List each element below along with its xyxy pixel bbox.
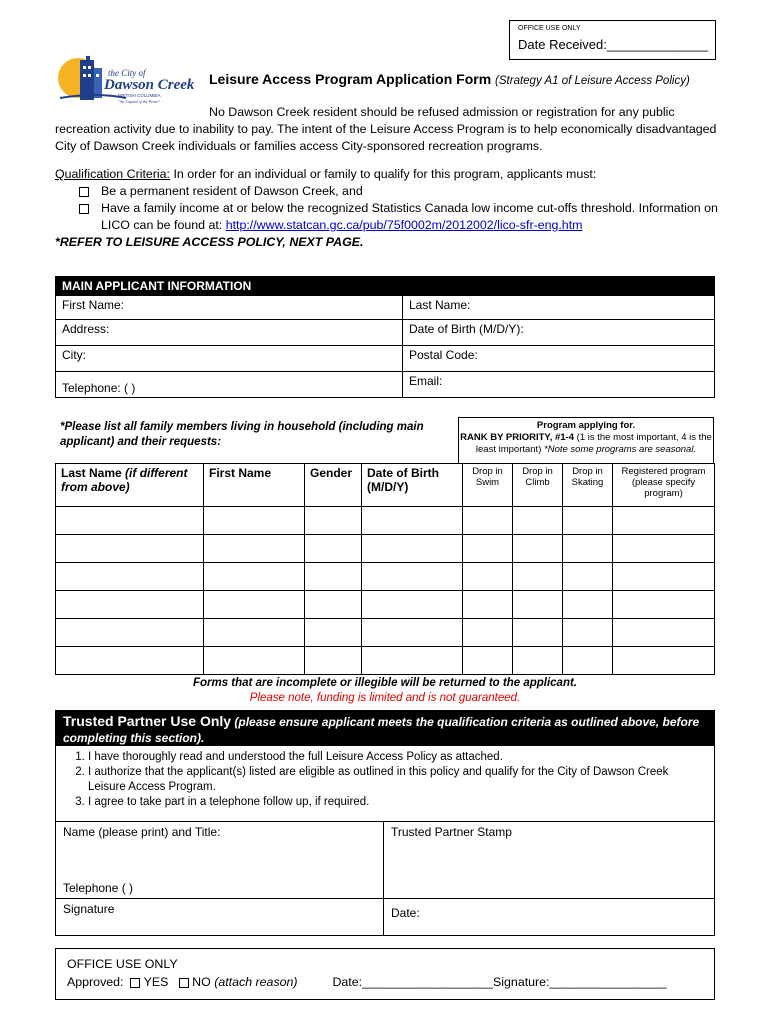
table-row bbox=[56, 591, 715, 619]
office-use-top-box bbox=[509, 20, 716, 60]
col-last-name-note: (if different from above) bbox=[61, 466, 188, 494]
form-title bbox=[209, 71, 690, 87]
cell[interactable] bbox=[463, 619, 513, 647]
main-applicant-table bbox=[55, 276, 715, 398]
name-title-label: Name (please print) and Title: bbox=[63, 825, 221, 839]
cell[interactable] bbox=[56, 535, 204, 563]
resident-checkbox[interactable] bbox=[79, 187, 89, 197]
qualification-text: In order for an individual or family to qualify for this program, applicants must: bbox=[170, 167, 597, 181]
office-date-field[interactable]: Date:___________________ bbox=[332, 975, 494, 989]
cell[interactable] bbox=[56, 563, 204, 591]
svg-text:the City of: the City of bbox=[108, 68, 146, 78]
qualification-heading: Qualification Criteria: bbox=[55, 167, 171, 181]
criteria-item-resident bbox=[79, 183, 725, 200]
office-signature-field[interactable]: Signature:________ bbox=[493, 975, 605, 989]
table-row bbox=[56, 535, 715, 563]
rank-priority-label: RANK BY PRIORITY, #1-4 bbox=[460, 432, 575, 443]
partner-date-field[interactable]: Date: bbox=[384, 899, 715, 936]
cell[interactable] bbox=[563, 563, 613, 591]
cell[interactable] bbox=[513, 563, 563, 591]
office-use-label: OFFICE USE ONLY bbox=[518, 25, 581, 32]
email-field[interactable]: Email: bbox=[403, 372, 715, 398]
table-row bbox=[56, 647, 715, 675]
col-drop-in-climb: Drop in Climb bbox=[513, 464, 563, 507]
col-dob: Date of Birth (M/D/Y) bbox=[362, 464, 463, 507]
no-reason-note: (attach reason) bbox=[214, 975, 298, 989]
criteria-item-1-text: Be a permanent resident of Dawson Creek, and bbox=[101, 184, 363, 198]
seasonal-note: *Note some programs are seasonal. bbox=[544, 444, 697, 455]
yes-checkbox[interactable] bbox=[130, 978, 140, 988]
cell[interactable] bbox=[613, 563, 715, 591]
declaration-item: 1. I have thoroughly read and understood the full Leisure Access Policy as attached. bbox=[88, 750, 706, 765]
first-name-field[interactable]: First Name: bbox=[56, 296, 403, 320]
program-title: Program applying for. bbox=[536, 420, 636, 431]
dawson-creek-logo-icon bbox=[56, 54, 206, 106]
cell[interactable] bbox=[305, 563, 362, 591]
cell[interactable] bbox=[563, 647, 613, 675]
approved-label: Approved: bbox=[67, 975, 124, 989]
address-field[interactable]: Address: bbox=[56, 320, 403, 346]
form-title-text: Leisure Access Program Application Form bbox=[209, 71, 492, 87]
no-label: NO bbox=[192, 975, 211, 989]
family-members-note: *Please list all family members living in household (including main applicant) and their requests: bbox=[60, 421, 424, 448]
partner-stamp-area[interactable]: Trusted Partner Stamp bbox=[384, 822, 715, 899]
cell[interactable] bbox=[305, 507, 362, 535]
cell[interactable] bbox=[463, 507, 513, 535]
signature-field[interactable]: Signature bbox=[56, 899, 384, 936]
cell[interactable] bbox=[56, 619, 204, 647]
cell[interactable] bbox=[204, 619, 305, 647]
income-checkbox[interactable] bbox=[79, 204, 89, 214]
cell[interactable] bbox=[204, 563, 305, 591]
family-header-row bbox=[56, 464, 715, 507]
cell[interactable] bbox=[362, 563, 463, 591]
yes-label: YES bbox=[143, 975, 169, 989]
office-signature-tail: _________ bbox=[604, 975, 667, 989]
cell[interactable] bbox=[563, 535, 613, 563]
cell[interactable] bbox=[613, 507, 715, 535]
form-subtitle: (Strategy A1 of Leisure Access Policy) bbox=[495, 75, 690, 87]
col-gender: Gender bbox=[305, 464, 362, 507]
date-received-field[interactable]: Date Received:______________ bbox=[518, 37, 709, 52]
cell[interactable] bbox=[513, 647, 563, 675]
cell[interactable] bbox=[613, 647, 715, 675]
intro-paragraph bbox=[55, 104, 725, 155]
city-field[interactable]: City: bbox=[56, 346, 403, 372]
cell[interactable] bbox=[204, 507, 305, 535]
cell[interactable] bbox=[613, 591, 715, 619]
trusted-partner-subtitle: (please ensure applicant meets the qualification criteria as outlined above, before completing this section). bbox=[63, 715, 700, 745]
lico-link[interactable]: http://www.statcan.gc.ca/pub/75f0002m/2012002/lico-sfr-eng.htm bbox=[225, 218, 583, 232]
cell[interactable] bbox=[362, 591, 463, 619]
family-members-table bbox=[55, 463, 715, 675]
table-row bbox=[56, 507, 715, 535]
partner-telephone-field[interactable]: Telephone ( ) bbox=[63, 881, 134, 895]
intro-rest: recreation activity due to inability to pay. The intent of the Leisure Access Program is to help economically disadvantaged City of Dawson Creek individuals or families access City-sponsored recreation programs. bbox=[55, 122, 717, 153]
col-drop-in-swim: Drop in Swim bbox=[463, 464, 513, 507]
city-logo bbox=[56, 54, 206, 106]
cell[interactable] bbox=[204, 591, 305, 619]
cell[interactable] bbox=[56, 591, 204, 619]
col-last-name bbox=[56, 464, 204, 507]
qualification-section bbox=[55, 166, 725, 251]
cell[interactable] bbox=[305, 647, 362, 675]
criteria-item-income bbox=[79, 200, 725, 234]
col-last-name-label: Last Name bbox=[61, 466, 122, 480]
cell[interactable] bbox=[56, 647, 204, 675]
cell[interactable] bbox=[513, 535, 563, 563]
incomplete-warning: Forms that are incomplete or illegible will be returned to the applicant. bbox=[192, 677, 578, 689]
telephone-field[interactable]: Telephone: ( ) bbox=[56, 372, 403, 398]
cell[interactable] bbox=[305, 591, 362, 619]
approval-row bbox=[67, 973, 703, 991]
cell[interactable] bbox=[463, 647, 513, 675]
trusted-partner-title: Trusted Partner Use Only bbox=[63, 713, 232, 729]
svg-text:Dawson Creek: Dawson Creek bbox=[104, 77, 195, 93]
cell[interactable] bbox=[463, 563, 513, 591]
no-checkbox[interactable] bbox=[179, 978, 189, 988]
cell[interactable] bbox=[613, 619, 715, 647]
declaration-item: 3. I agree to take part in a telephone follow up, if required. bbox=[88, 795, 706, 810]
cell[interactable] bbox=[204, 647, 305, 675]
refer-policy-note: *REFER TO LEISURE ACCESS POLICY, NEXT PAGE. bbox=[55, 235, 364, 249]
cell[interactable] bbox=[362, 535, 463, 563]
cell[interactable] bbox=[56, 507, 204, 535]
postal-code-field[interactable]: Postal Code: bbox=[403, 346, 715, 372]
cell[interactable] bbox=[613, 535, 715, 563]
funding-warning: Please note, funding is limited and is not guaranteed. bbox=[249, 692, 521, 704]
cell[interactable] bbox=[204, 535, 305, 563]
trusted-partner-table bbox=[55, 821, 715, 936]
dob-field[interactable]: Date of Birth (M/D/Y): bbox=[403, 320, 715, 346]
name-title-field[interactable] bbox=[56, 822, 384, 899]
svg-text:BRITISH COLUMBIA: BRITISH COLUMBIA bbox=[118, 93, 161, 98]
col-registered-program: Registered program (please specify program) bbox=[613, 464, 715, 507]
table-row bbox=[56, 619, 715, 647]
cell[interactable] bbox=[563, 507, 613, 535]
cell[interactable] bbox=[513, 591, 563, 619]
program-priority-box bbox=[458, 417, 714, 463]
cell[interactable] bbox=[563, 619, 613, 647]
last-name-field[interactable]: Last Name: bbox=[403, 296, 715, 320]
svg-text:"the Capital of the Peace": "the Capital of the Peace" bbox=[118, 99, 161, 104]
table-row bbox=[56, 563, 715, 591]
cell[interactable] bbox=[362, 507, 463, 535]
main-applicant-heading: MAIN APPLICANT INFORMATION bbox=[56, 277, 715, 296]
office-use-bottom-label: OFFICE USE ONLY bbox=[67, 957, 178, 971]
trusted-partner-declarations bbox=[55, 746, 715, 822]
office-use-bottom-box bbox=[55, 948, 715, 1000]
cell[interactable] bbox=[563, 591, 613, 619]
cell[interactable] bbox=[305, 619, 362, 647]
col-drop-in-skating: Drop in Skating bbox=[563, 464, 613, 507]
cell[interactable] bbox=[305, 535, 362, 563]
rank-text: (1 is the most important, 4 is the least important) bbox=[475, 432, 712, 455]
cell[interactable] bbox=[362, 647, 463, 675]
cell[interactable] bbox=[463, 591, 513, 619]
declaration-item: 2. I authorize that the applicant(s) listed are eligible as outlined in this policy and qualify for the City of Dawson Creek Leisure Access Program. bbox=[88, 765, 706, 795]
col-first-name: First Name bbox=[204, 464, 305, 507]
cell[interactable] bbox=[513, 507, 563, 535]
cell[interactable] bbox=[513, 619, 563, 647]
criteria-item-2-text: Have a family income at or below the recognized Statistics Canada low income cut-offs threshold. Information on LICO can be found at: bbox=[101, 201, 718, 232]
cell[interactable] bbox=[463, 535, 513, 563]
cell[interactable] bbox=[362, 619, 463, 647]
trusted-partner-heading bbox=[55, 710, 715, 746]
intro-line-1: No Dawson Creek resident should be refused admission or registration for any public bbox=[209, 105, 675, 119]
